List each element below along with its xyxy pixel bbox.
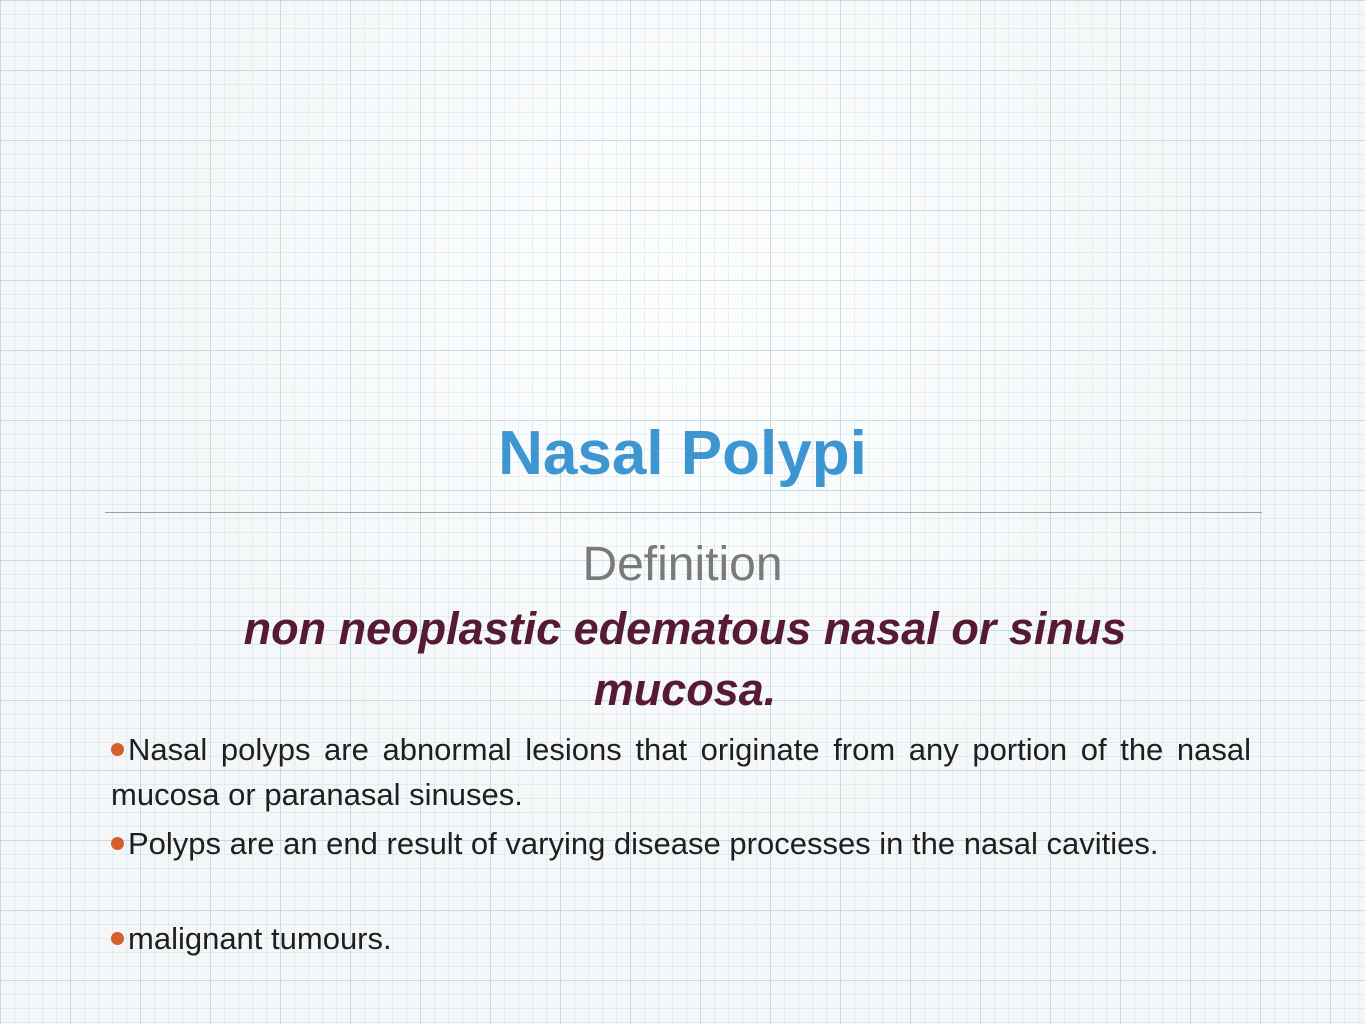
bullet-dot-icon <box>111 837 124 850</box>
bullet-dot-icon <box>111 932 124 945</box>
bullet-text: malignant tumours. <box>128 921 392 956</box>
bullet-item <box>111 916 1251 961</box>
bullet-list <box>111 727 1251 965</box>
bullet-item <box>111 727 1251 817</box>
bullet-text: Nasal polyps are abnormal lesions that originate from any portion of the nasal mucosa or paranasal sinuses. <box>111 732 1251 812</box>
bullet-dot-icon <box>111 743 124 756</box>
slide-title: Nasal Polypi <box>498 419 867 488</box>
slide-subtitle: Definition <box>582 538 783 591</box>
bullet-item <box>111 821 1251 866</box>
bullet-text: Polyps are an end result of varying disease processes in the nasal cavities. <box>128 826 1159 861</box>
title-divider <box>105 512 1262 513</box>
definition-text: non neoplastic edematous nasal or sinus mucosa. <box>243 603 1127 715</box>
